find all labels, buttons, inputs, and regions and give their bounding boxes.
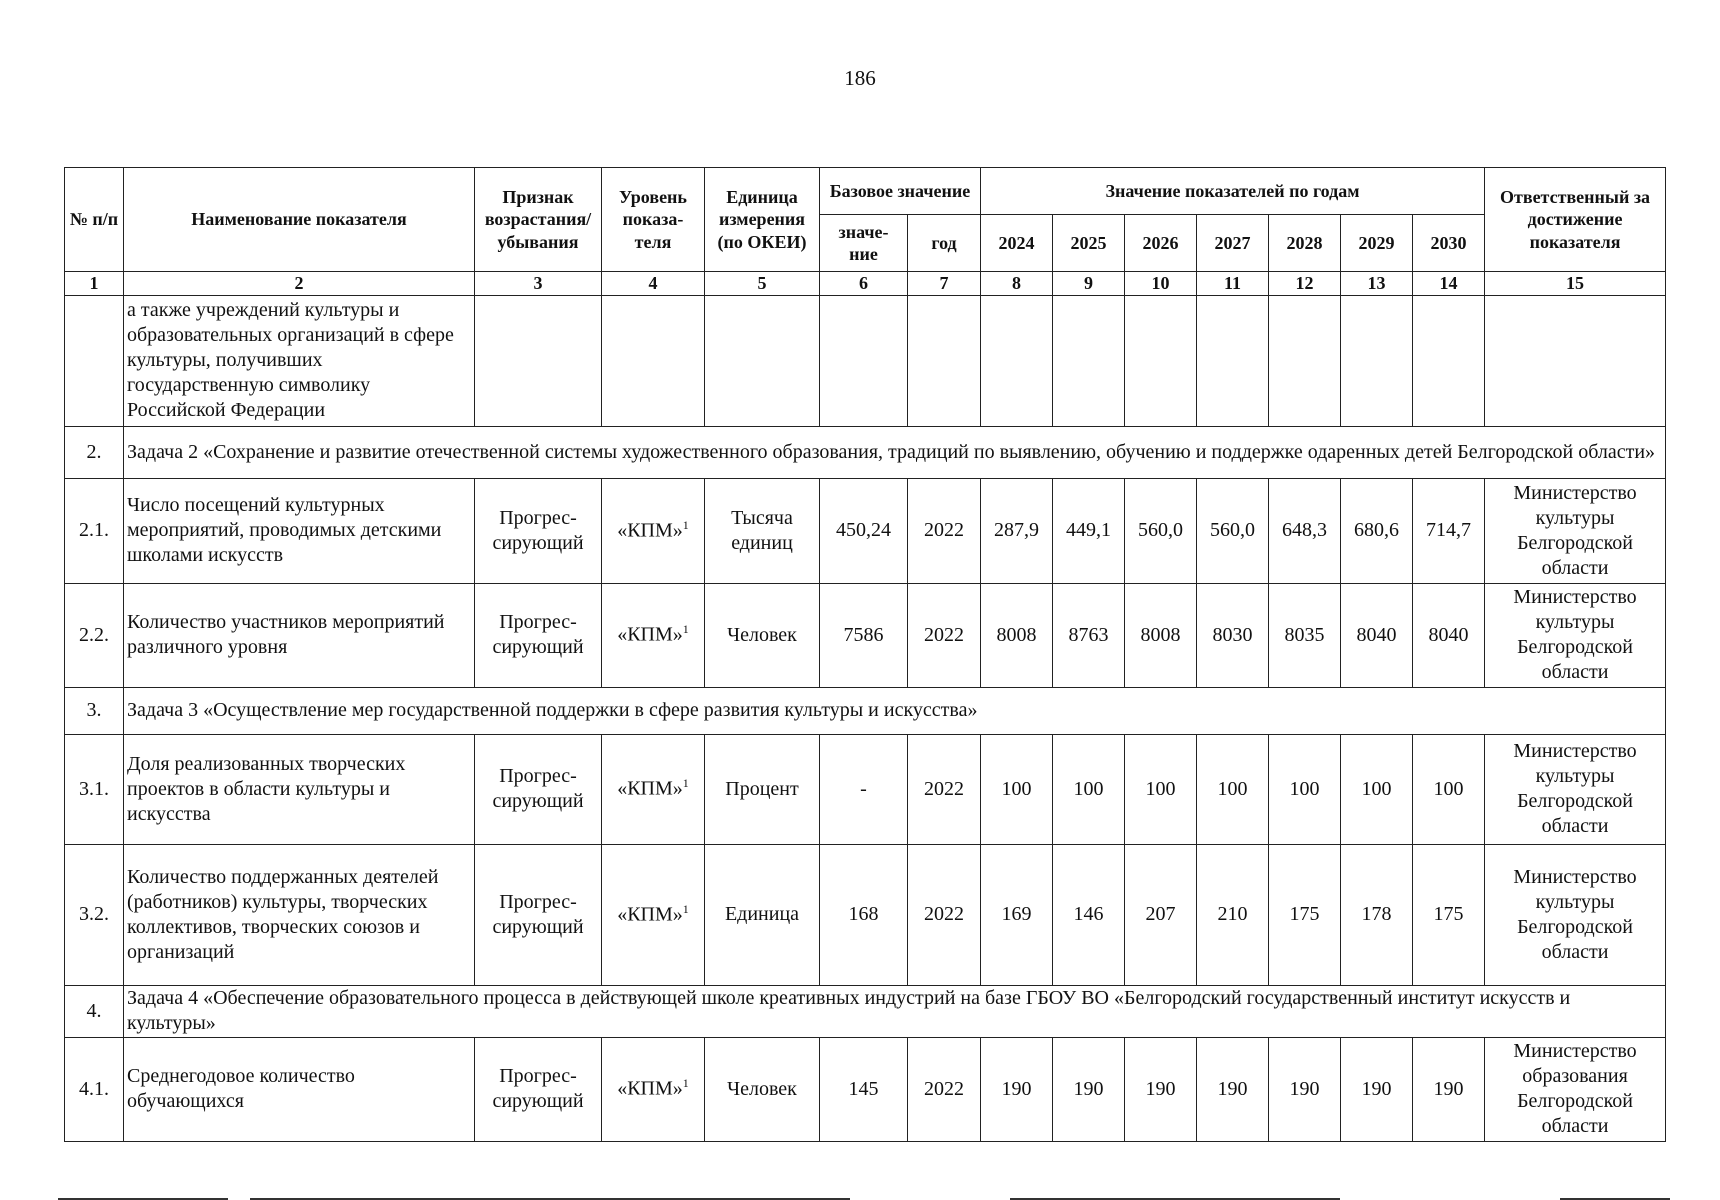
empty-cell	[1341, 295, 1413, 426]
level-footnote: 1	[682, 901, 689, 916]
value-cell: 190	[1269, 1037, 1341, 1141]
trend-cell: Прогрес- сирующий	[475, 478, 602, 583]
value-cell: 648,3	[1269, 478, 1341, 583]
header-year: 2026	[1125, 215, 1197, 272]
value-cell: 8763	[1053, 583, 1125, 687]
level-text: «КПМ»	[617, 777, 683, 800]
column-number: 9	[1053, 272, 1125, 296]
row-num	[65, 295, 124, 426]
value-cell: 190	[1413, 1037, 1485, 1141]
column-number: 6	[820, 272, 908, 296]
task-num: 3.	[65, 687, 124, 734]
header-base-value: значе- ние	[820, 215, 908, 272]
row-num: 3.1.	[65, 734, 124, 844]
trend-cell: Прогрес- сирующий	[475, 734, 602, 844]
value-cell: 8040	[1341, 583, 1413, 687]
empty-cell	[1197, 295, 1269, 426]
header-year: 2024	[981, 215, 1053, 272]
empty-cell	[820, 295, 908, 426]
value-cell: 680,6	[1341, 478, 1413, 583]
trend-cell: Прогрес- сирующий	[475, 1037, 602, 1141]
indicator-name: Количество участников мероприятий различного уровня	[124, 583, 475, 687]
responsible-cell: Министерство культуры Белгородской области	[1485, 478, 1666, 583]
column-number: 1	[65, 272, 124, 296]
task-num: 4.	[65, 985, 124, 1037]
empty-cell	[1053, 295, 1125, 426]
empty-cell	[908, 295, 981, 426]
page-number: 186	[844, 66, 876, 90]
empty-cell	[1485, 295, 1666, 426]
level-footnote: 1	[682, 517, 689, 532]
value-cell: 190	[1053, 1037, 1125, 1141]
level-text: «КПМ»	[617, 623, 683, 646]
task-text: Задача 3 «Осуществление мер государственной поддержки в сфере развития культуры и искусства»	[124, 687, 1666, 734]
base-value-cell: -	[820, 734, 908, 844]
value-cell: 178	[1341, 844, 1413, 985]
row-num: 2.1.	[65, 478, 124, 583]
table-row	[65, 734, 1666, 844]
value-cell: 100	[1269, 734, 1341, 844]
level-footnote: 1	[682, 622, 689, 637]
value-cell: 8008	[1125, 583, 1197, 687]
value-cell: 207	[1125, 844, 1197, 985]
row-num: 4.1.	[65, 1037, 124, 1141]
value-cell: 100	[1341, 734, 1413, 844]
level-text: «КПМ»	[617, 903, 683, 926]
header-year: 2029	[1341, 215, 1413, 272]
empty-cell	[1413, 295, 1485, 426]
unit-cell: Единица	[705, 844, 820, 985]
responsible-cell: Министерство образования Белгородской области	[1485, 1037, 1666, 1141]
level-footnote: 1	[682, 776, 689, 791]
indicator-name: Число посещений культурных мероприятий, проводимых детскими школами искусств	[124, 478, 475, 583]
header-values-by-year: Значение показателей по годам	[981, 168, 1485, 215]
table-row	[65, 583, 1666, 687]
table-row	[65, 844, 1666, 985]
task-row	[65, 687, 1666, 734]
value-cell: 175	[1413, 844, 1485, 985]
column-numbers-row	[65, 272, 1666, 296]
table-row	[65, 295, 1666, 426]
header-level: Уровень показа- теля	[602, 168, 705, 272]
header-year: 2025	[1053, 215, 1125, 272]
level-text: «КПМ»	[617, 1077, 683, 1100]
column-number: 14	[1413, 272, 1485, 296]
column-number: 7	[908, 272, 981, 296]
value-cell: 190	[1197, 1037, 1269, 1141]
trend-cell: Прогрес- сирующий	[475, 583, 602, 687]
task-row	[65, 426, 1666, 478]
task-row	[65, 985, 1666, 1037]
header-base-year: год	[908, 215, 981, 272]
unit-cell: Тысяча единиц	[705, 478, 820, 583]
header-trend: Признак возрастания/ убывания	[475, 168, 602, 272]
value-cell: 8030	[1197, 583, 1269, 687]
base-value-cell: 450,24	[820, 478, 908, 583]
column-number: 4	[602, 272, 705, 296]
level-cell	[602, 734, 705, 844]
header-name: Наименование показателя	[124, 168, 475, 272]
empty-cell	[475, 295, 602, 426]
unit-cell: Человек	[705, 1037, 820, 1141]
column-number: 2	[124, 272, 475, 296]
header-num: № п/п	[65, 168, 124, 272]
level-footnote: 1	[682, 1076, 689, 1091]
table-row	[65, 478, 1666, 583]
value-cell: 190	[1341, 1037, 1413, 1141]
continuation-text: а также учреждений культуры и образовательных организаций в сфере культуры, получивших государственную символику Российской Федерации	[124, 295, 475, 426]
value-cell: 8035	[1269, 583, 1341, 687]
empty-cell	[602, 295, 705, 426]
indicator-name: Среднегодовое количество обучающихся	[124, 1037, 475, 1141]
indicator-name: Количество поддержанных деятелей (работников) культуры, творческих коллективов, творческих союзов и организаций	[124, 844, 475, 985]
indicators-table	[64, 167, 1666, 1142]
level-cell	[602, 583, 705, 687]
level-text: «КПМ»	[617, 519, 683, 542]
row-num: 2.2.	[65, 583, 124, 687]
header-unit: Единица измерения (по ОКЕИ)	[705, 168, 820, 272]
base-value-cell: 145	[820, 1037, 908, 1141]
value-cell: 560,0	[1125, 478, 1197, 583]
column-number: 10	[1125, 272, 1197, 296]
responsible-cell: Министерство культуры Белгородской области	[1485, 734, 1666, 844]
value-cell: 190	[981, 1037, 1053, 1141]
header-year: 2030	[1413, 215, 1485, 272]
column-number: 12	[1269, 272, 1341, 296]
value-cell: 287,9	[981, 478, 1053, 583]
base-value-cell: 168	[820, 844, 908, 985]
base-year-cell: 2022	[908, 734, 981, 844]
level-cell	[602, 478, 705, 583]
column-number: 13	[1341, 272, 1413, 296]
value-cell: 449,1	[1053, 478, 1125, 583]
value-cell: 8008	[981, 583, 1053, 687]
value-cell: 560,0	[1197, 478, 1269, 583]
value-cell: 210	[1197, 844, 1269, 985]
level-cell	[602, 1037, 705, 1141]
responsible-cell: Министерство культуры Белгородской области	[1485, 844, 1666, 985]
value-cell: 8040	[1413, 583, 1485, 687]
column-number: 15	[1485, 272, 1666, 296]
value-cell: 100	[1053, 734, 1125, 844]
value-cell: 100	[1125, 734, 1197, 844]
row-num: 3.2.	[65, 844, 124, 985]
responsible-cell: Министерство культуры Белгородской области	[1485, 583, 1666, 687]
value-cell: 175	[1269, 844, 1341, 985]
value-cell: 146	[1053, 844, 1125, 985]
header-year: 2028	[1269, 215, 1341, 272]
base-value-cell: 7586	[820, 583, 908, 687]
value-cell: 100	[981, 734, 1053, 844]
empty-cell	[981, 295, 1053, 426]
task-num: 2.	[65, 426, 124, 478]
base-year-cell: 2022	[908, 478, 981, 583]
value-cell: 169	[981, 844, 1053, 985]
value-cell: 100	[1197, 734, 1269, 844]
value-cell: 100	[1413, 734, 1485, 844]
header-base: Базовое значение	[820, 168, 981, 215]
column-number: 3	[475, 272, 602, 296]
base-year-cell: 2022	[908, 583, 981, 687]
task-text: Задача 2 «Сохранение и развитие отечественной системы художественного образования, традиций по выявлению, обучению и поддержке одаренных детей Белгородской области»	[124, 426, 1666, 478]
empty-cell	[705, 295, 820, 426]
task-text: Задача 4 «Обеспечение образовательного процесса в действующей школе креативных индустрий на базе ГБОУ ВО «Белгородский государственный институт искусств и культуры»	[124, 985, 1666, 1037]
trend-cell: Прогрес- сирующий	[475, 844, 602, 985]
header-year: 2027	[1197, 215, 1269, 272]
unit-cell: Процент	[705, 734, 820, 844]
indicator-name: Доля реализованных творческих проектов в области культуры и искусства	[124, 734, 475, 844]
column-number: 5	[705, 272, 820, 296]
column-number: 8	[981, 272, 1053, 296]
value-cell: 190	[1125, 1037, 1197, 1141]
unit-cell: Человек	[705, 583, 820, 687]
base-year-cell: 2022	[908, 1037, 981, 1141]
base-year-cell: 2022	[908, 844, 981, 985]
column-number: 11	[1197, 272, 1269, 296]
empty-cell	[1125, 295, 1197, 426]
header-responsible: Ответственный за достижение показателя	[1485, 168, 1666, 272]
level-cell	[602, 844, 705, 985]
table-row	[65, 1037, 1666, 1141]
empty-cell	[1269, 295, 1341, 426]
value-cell: 714,7	[1413, 478, 1485, 583]
